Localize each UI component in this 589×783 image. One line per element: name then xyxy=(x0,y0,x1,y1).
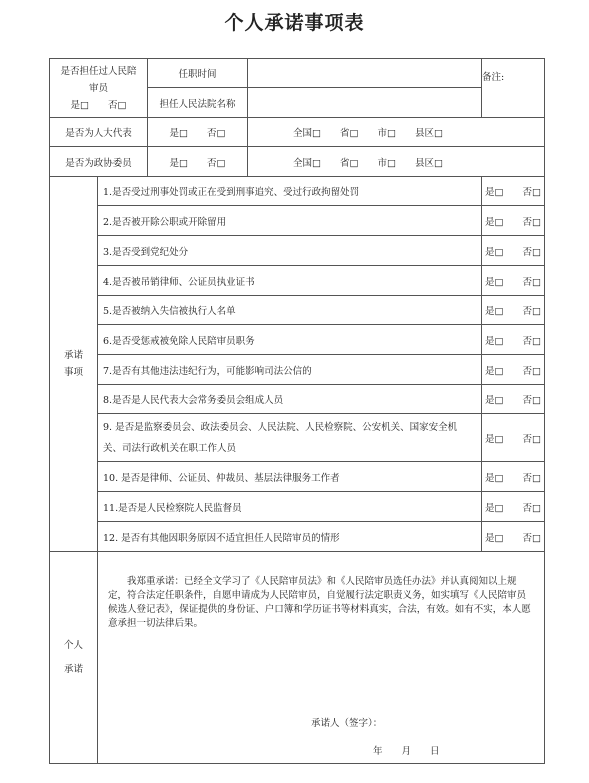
cppcc-member-row xyxy=(50,147,545,177)
commit-item-3-checkboxes[interactable]: 是□ 否□ xyxy=(482,236,545,266)
page-title: 个人承诺事项表 xyxy=(224,12,365,34)
commit-item-row xyxy=(50,177,545,206)
commit-item-9 xyxy=(98,414,482,462)
commit-label-line1: 承诺 xyxy=(63,350,83,361)
commit-item-1: 1.是否受过刑事处罚或正在受到刑事追究、受过行政拘留处罚 xyxy=(98,177,482,206)
cppcc-member-label: 是否为政协委员 xyxy=(50,147,148,177)
commit-item-3: 3.是否受到党纪处分 xyxy=(98,236,482,266)
signature-label: 承诺人（签字）： xyxy=(311,718,383,729)
commit-item-row xyxy=(50,236,545,266)
commit-item-row xyxy=(50,266,545,296)
commit-item-9-line2: 关、司法行政机关在职工作人员 xyxy=(103,442,237,454)
commit-item-row xyxy=(50,462,545,492)
served-as-juror-checkboxes[interactable]: 是□ 否□ xyxy=(70,99,127,111)
remarks-cell[interactable] xyxy=(482,59,545,118)
cppcc-member-level-checkboxes[interactable]: 全国□ 省□ 市□ 县区□ xyxy=(248,147,545,177)
pledge-label-line1: 个人 xyxy=(63,639,83,651)
npc-deputy-level-checkboxes[interactable]: 全国□ 省□ 市□ 县区□ xyxy=(248,118,545,147)
commit-item-7-checkboxes[interactable]: 是□ 否□ xyxy=(482,355,545,385)
commit-item-2: 2.是否被开除公职或开除留用 xyxy=(98,206,482,236)
npc-deputy-checkboxes[interactable]: 是□ 否□ xyxy=(148,118,248,147)
pledge-text: 我郑重承诺：已经全文学习了《人民陪审员法》和《人民陪审员选任办法》并认真阅知以上规定，符合法定任职条件，自愿申请成为人民陪审员，自觉履行法定职责义务，如实填写《人民陪审员候选人登记表》，保证提供的身份证、户口簿和学历证书等材料真实，合法，有效。如有不实，本人愿意承担一切法律后果。 xyxy=(108,576,531,629)
pledge-content xyxy=(98,552,545,764)
commit-item-row xyxy=(50,414,545,462)
commit-item-9-line1: 9. 是否是监察委员会、政法委员会、人民法院、人民检察院、公安机关、国家安全机 xyxy=(103,421,458,433)
commit-item-row xyxy=(50,522,545,552)
court-name-label: 担任人民法院名称 xyxy=(148,88,248,118)
commit-item-1-checkboxes[interactable]: 是□ 否□ xyxy=(482,177,545,206)
commit-item-7: 7.是否有其他违法违纪行为，可能影响司法公信的 xyxy=(98,355,482,385)
commit-item-12: 12. 是否有其他因职务原因不适宜担任人民陪审员的情形 xyxy=(98,522,482,552)
npc-deputy-row xyxy=(50,118,545,147)
commit-item-12-checkboxes[interactable]: 是□ 否□ xyxy=(482,522,545,552)
commit-item-4-checkboxes[interactable]: 是□ 否□ xyxy=(482,266,545,296)
commit-item-5-checkboxes[interactable]: 是□ 否□ xyxy=(482,296,545,325)
commit-item-6-checkboxes[interactable]: 是□ 否□ xyxy=(482,325,545,355)
pledge-label-line2: 承诺 xyxy=(63,663,83,675)
served-as-juror-cell xyxy=(50,59,148,118)
commit-item-row xyxy=(50,355,545,385)
commit-section-label xyxy=(50,177,98,552)
npc-deputy-label: 是否为人大代表 xyxy=(50,118,148,147)
pledge-row xyxy=(50,552,545,764)
commit-item-8: 8.是否是人民代表大会常务委员会组成人员 xyxy=(98,385,482,414)
commit-item-row xyxy=(50,206,545,236)
cppcc-member-checkboxes[interactable]: 是□ 否□ xyxy=(148,147,248,177)
commit-label-line2: 事项 xyxy=(63,367,83,378)
commit-item-row xyxy=(50,325,545,355)
commit-item-9-checkboxes[interactable]: 是□ 否□ xyxy=(482,414,545,462)
commitment-form-table xyxy=(49,58,545,764)
commit-item-2-checkboxes[interactable]: 是□ 否□ xyxy=(482,206,545,236)
remarks-label: 备注: xyxy=(482,72,505,83)
commit-item-4: 4.是否被吊销律师、公证员执业证书 xyxy=(98,266,482,296)
court-name-field[interactable] xyxy=(248,88,482,118)
commit-item-11-checkboxes[interactable]: 是□ 否□ xyxy=(482,492,545,522)
commit-item-row xyxy=(50,296,545,325)
tenure-label: 任职时间 xyxy=(148,59,248,88)
pledge-section-label xyxy=(50,552,98,764)
commit-item-row xyxy=(50,492,545,522)
tenure-field[interactable] xyxy=(248,59,482,88)
commit-item-5: 5.是否被纳入失信被执行人名单 xyxy=(98,296,482,325)
served-as-juror-label: 是否担任过人民陪 xyxy=(60,65,137,77)
commit-item-10: 10. 是否是律师、公证员、仲裁员、基层法律服务工作者 xyxy=(98,462,482,492)
commit-item-row xyxy=(50,385,545,414)
commit-item-10-checkboxes[interactable]: 是□ 否□ xyxy=(482,462,545,492)
served-as-juror-label-cont: 审员 xyxy=(89,82,109,94)
commit-item-6: 6.是否受惩戒被免除人民陪审员职务 xyxy=(98,325,482,355)
commit-item-8-checkboxes[interactable]: 是□ 否□ xyxy=(482,385,545,414)
date-label: 年 月 日 xyxy=(373,746,440,757)
served-as-juror-row xyxy=(50,59,545,88)
commit-item-11: 11.是否是人民检察院人民监督员 xyxy=(98,492,482,522)
